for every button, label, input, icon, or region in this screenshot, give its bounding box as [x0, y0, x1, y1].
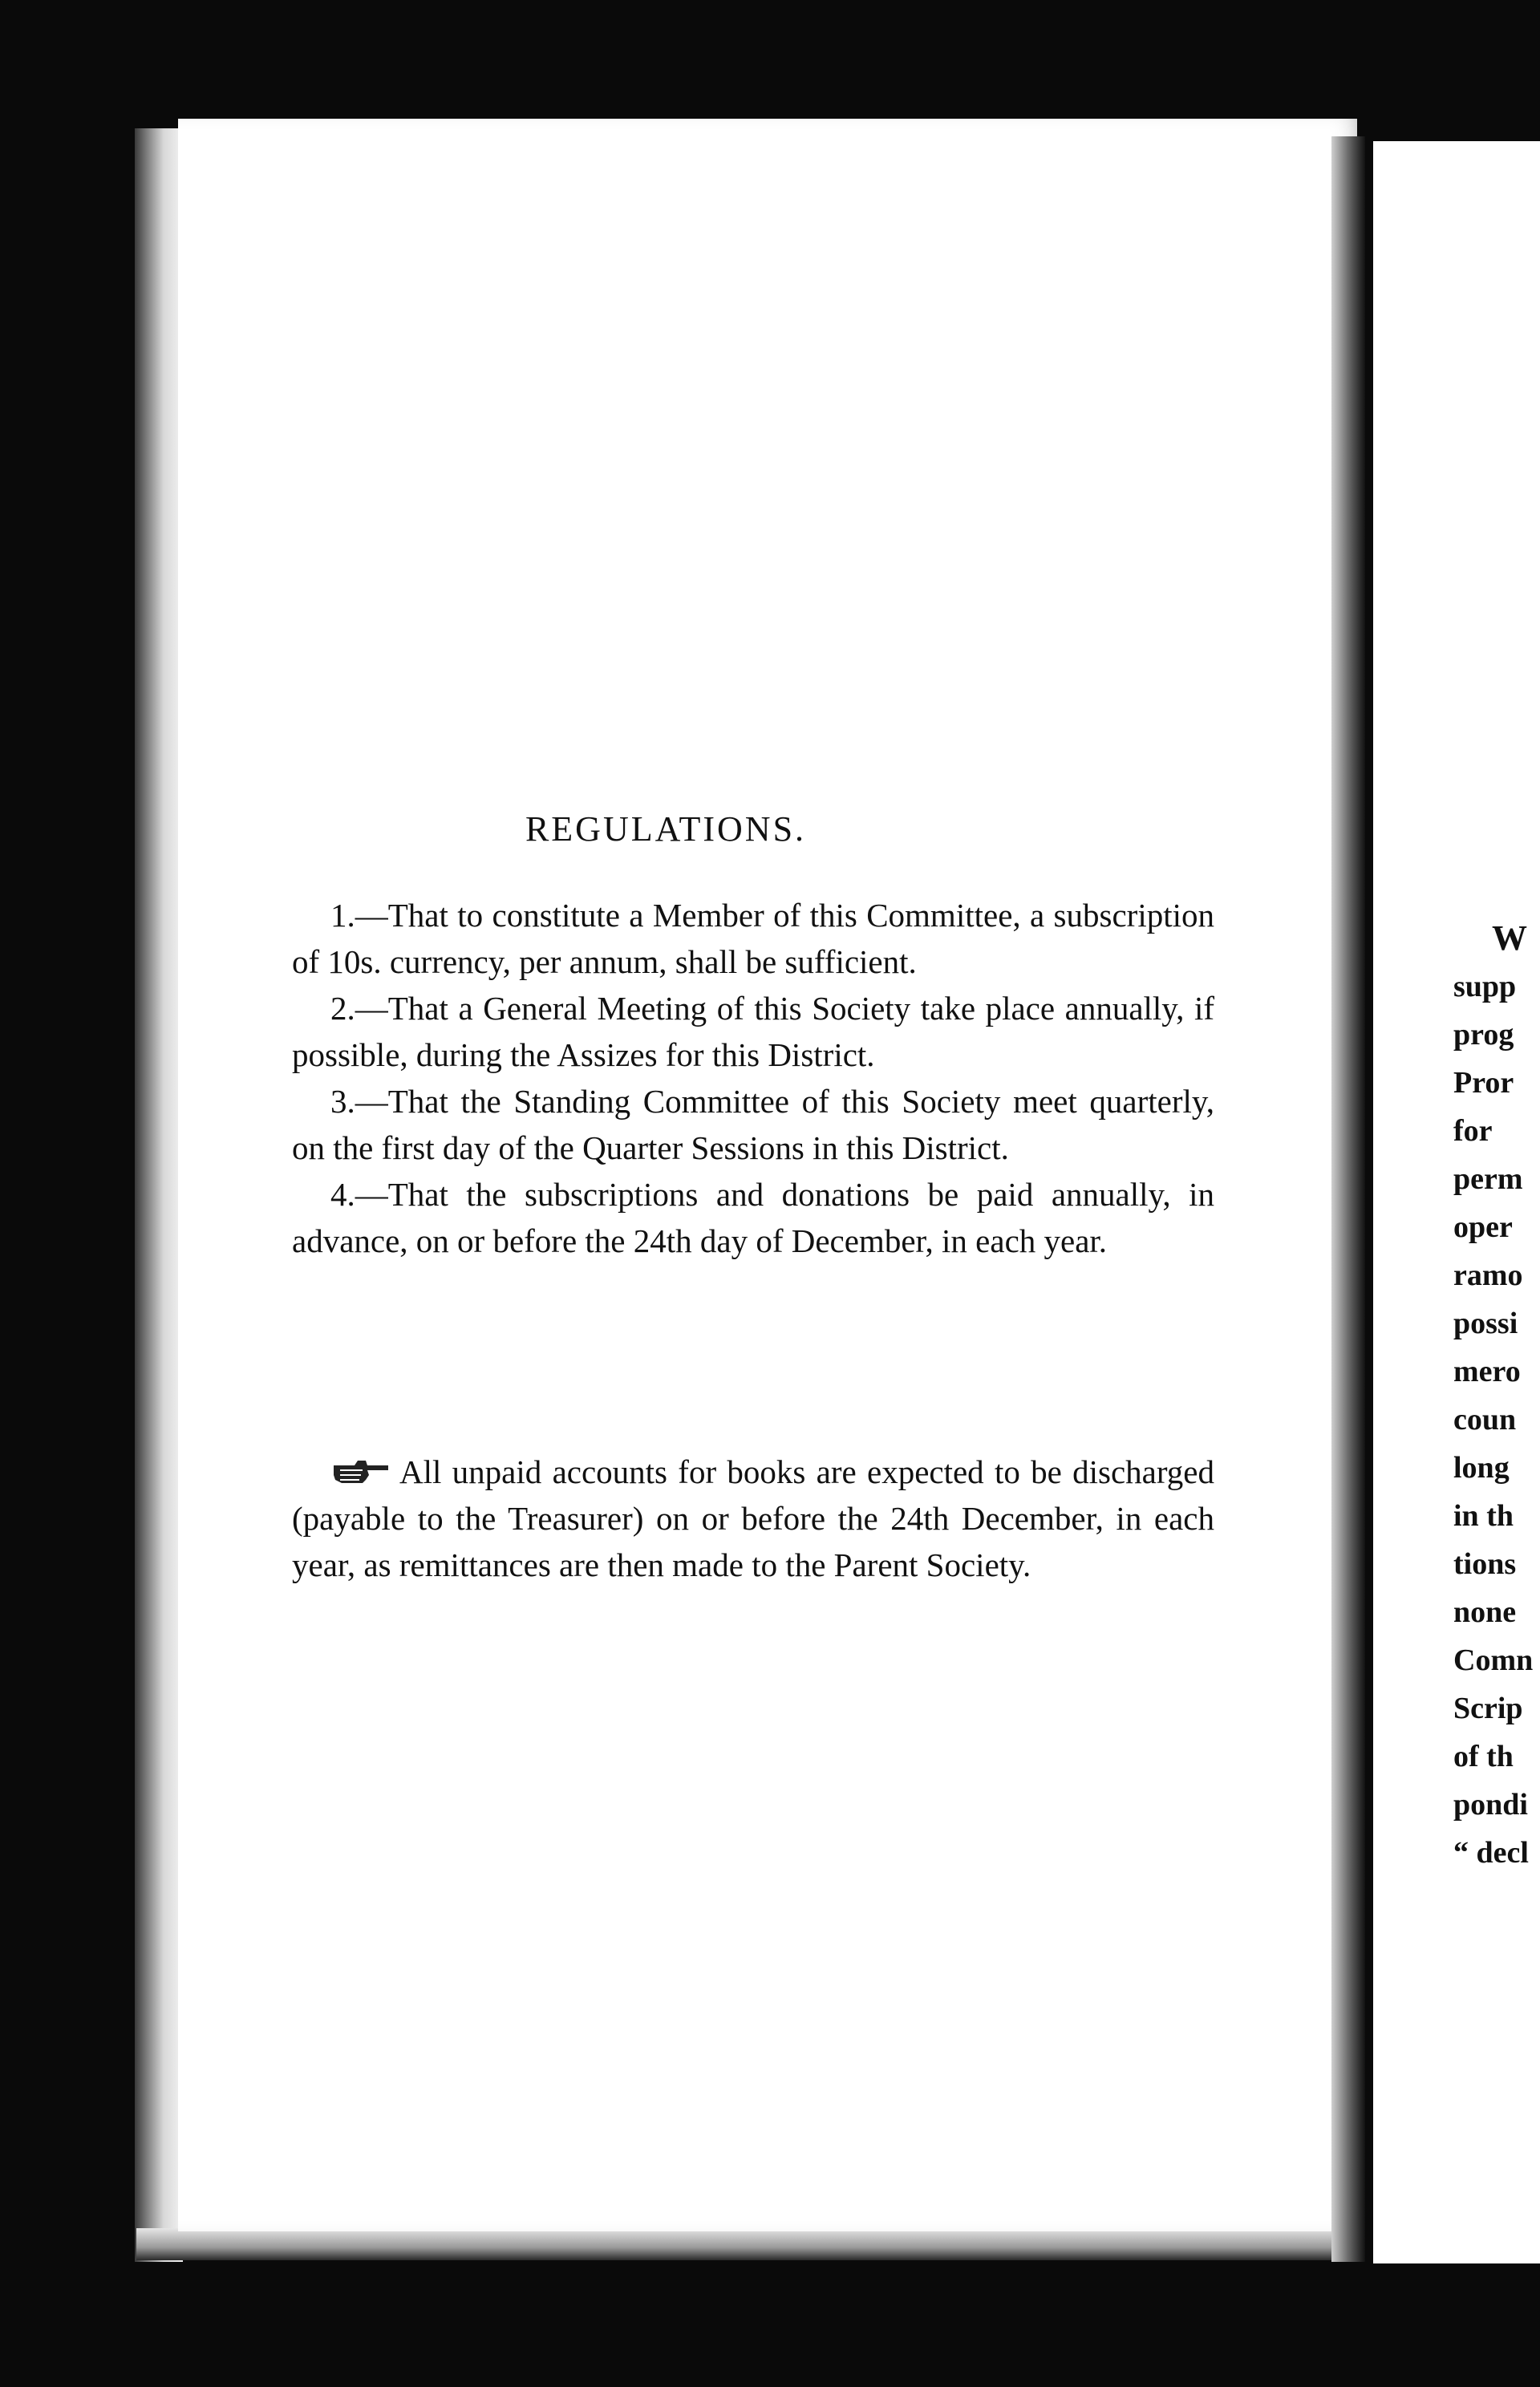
regulations-list: [292, 892, 1214, 1264]
facing-line: possi: [1453, 1307, 1518, 1340]
facing-line: mero: [1453, 1355, 1521, 1388]
facing-line: coun: [1453, 1403, 1517, 1437]
facing-line: oper: [1453, 1210, 1513, 1244]
facing-line: Pror: [1453, 1066, 1514, 1100]
facing-line: Scrip: [1453, 1692, 1523, 1725]
pointing-hand-icon: [330, 1452, 391, 1482]
page-title: REGULATIONS.: [525, 809, 807, 849]
facing-line: ramo: [1453, 1258, 1523, 1292]
facing-line: W: [1492, 918, 1527, 958]
facing-line: “ decl: [1453, 1836, 1529, 1870]
facing-line: in th: [1453, 1499, 1514, 1533]
facing-page-text: [1453, 914, 1540, 1877]
facing-line: none: [1453, 1595, 1517, 1629]
facing-line: for: [1453, 1114, 1493, 1148]
facing-line: supp: [1453, 970, 1517, 1003]
regulation-1: 1.—That to constitute a Member of this Committee, a subscription of 10s. currency, per annum, shall be sufficient.: [292, 897, 1214, 980]
book-gutter: [1331, 136, 1365, 2262]
regulation-2: 2.—That a General Meeting of this Society take place annually, if possible, during the Assizes for this District.: [292, 990, 1214, 1073]
facing-line: tions: [1453, 1547, 1517, 1581]
facing-line: prog: [1453, 1018, 1514, 1052]
facing-line: pondi: [1453, 1788, 1528, 1822]
payment-notice: [292, 1449, 1214, 1588]
facing-line: of th: [1453, 1740, 1514, 1773]
notice-text: All unpaid accounts for books are expected to be discharged (payable to the Treasurer) on or before the 24th December, in each year, as remittances are then made to the Parent Society.: [292, 1453, 1214, 1583]
facing-line: Comn: [1453, 1643, 1534, 1677]
book-edge-bottom: [136, 2228, 1339, 2260]
book-edge-left: [135, 128, 183, 2262]
regulation-4: 4.—That the subscriptions and donations be paid annually, in advance, on or before the 24th day of December, in each year.: [292, 1176, 1214, 1259]
regulation-3: 3.—That the Standing Committee of this Society meet quarterly, on the first day of the Quarter Sessions in this District.: [292, 1083, 1214, 1166]
facing-line: long: [1453, 1451, 1510, 1485]
facing-line: perm: [1453, 1162, 1523, 1196]
